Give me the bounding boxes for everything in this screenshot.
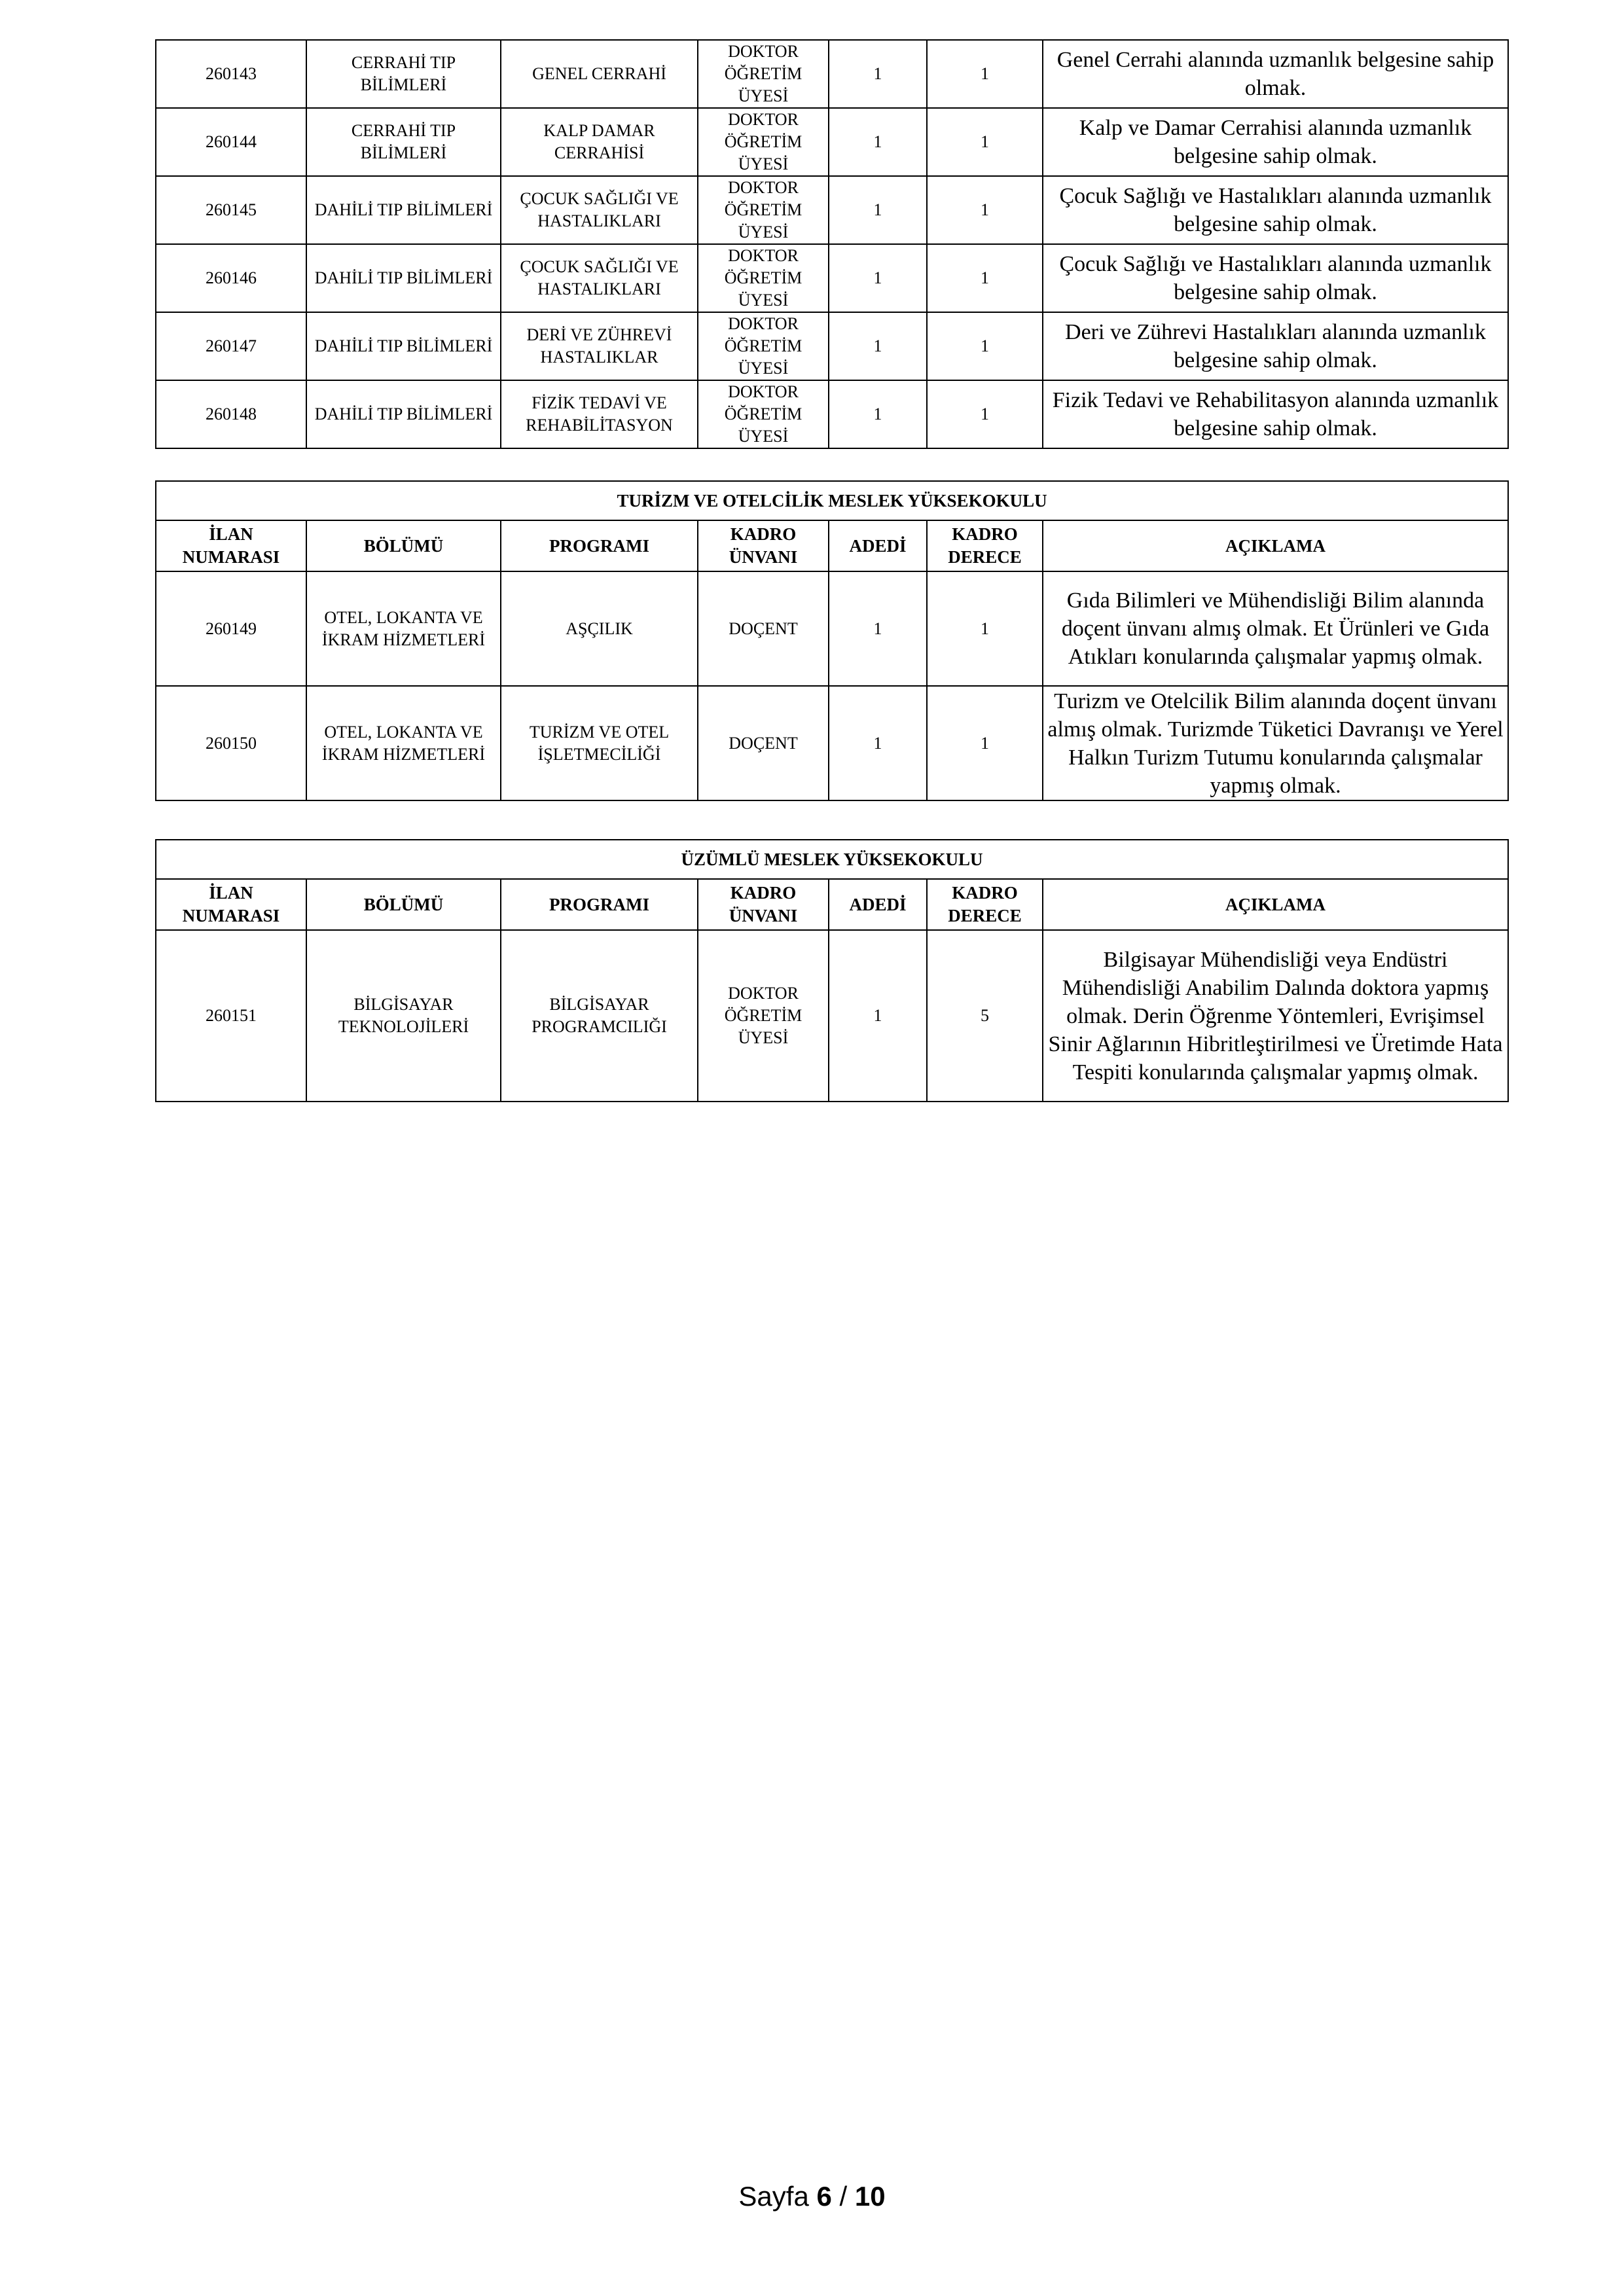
title-cell: DOKTOR ÖĞRETİM ÜYESİ [698,244,829,312]
header-adet: ADEDİ [829,879,927,930]
description-cell: Kalp ve Damar Cerrahisi alanında uzmanlık belgesine sahip olmak. [1043,108,1508,176]
section-title-row [156,840,1508,879]
page-separator: / [839,2181,848,2212]
department-cell: CERRAHİ TIP BİLİMLERİ [306,108,501,176]
table-row [156,176,1508,244]
announcements-table-uzumlu [155,839,1509,1102]
program-cell: GENEL CERRAHİ [501,40,698,108]
header-kadro-unvan: KADRO ÜNVANI [698,520,829,571]
header-ilan: İLAN NUMARASI [156,879,306,930]
degree-cell: 1 [927,176,1043,244]
description-cell: Turizm ve Otelcilik Bilim alanında doçent ünvanı almış olmak. Turizmde Tüketici Davranışı ve Yerel Halkın Turizm Tutumu konularında çalışmalar yapmış olmak. [1043,686,1508,800]
table-row [156,930,1508,1102]
program-cell: TURİZM VE OTEL İŞLETMECİLİĞİ [501,686,698,800]
ilan-number-cell: 260150 [156,686,306,800]
table-row [156,40,1508,108]
ilan-number-cell: 260148 [156,380,306,448]
header-bolum: BÖLÜMÜ [306,879,501,930]
title-cell: DOÇENT [698,686,829,800]
department-cell: OTEL, LOKANTA VE İKRAM HİZMETLERİ [306,686,501,800]
department-cell: DAHİLİ TIP BİLİMLERİ [306,312,501,380]
count-cell: 1 [829,312,927,380]
header-program: PROGRAMI [501,520,698,571]
title-cell: DOKTOR ÖĞRETİM ÜYESİ [698,108,829,176]
header-bolum: BÖLÜMÜ [306,520,501,571]
count-cell: 1 [829,176,927,244]
title-cell: DOKTOR ÖĞRETİM ÜYESİ [698,930,829,1102]
ilan-number-cell: 260151 [156,930,306,1102]
section-title: ÜZÜMLÜ MESLEK YÜKSEKOKULU [156,840,1508,879]
page-label: Sayfa [738,2181,809,2212]
title-cell: DOÇENT [698,571,829,686]
header-derece: KADRO DERECE [927,879,1043,930]
department-cell: DAHİLİ TIP BİLİMLERİ [306,244,501,312]
current-page: 6 [816,2181,832,2212]
department-cell: DAHİLİ TIP BİLİMLERİ [306,380,501,448]
description-cell: Deri ve Zührevi Hastalıkları alanında uzmanlık belgesine sahip olmak. [1043,312,1508,380]
title-cell: DOKTOR ÖĞRETİM ÜYESİ [698,312,829,380]
count-cell: 1 [829,244,927,312]
ilan-number-cell: 260146 [156,244,306,312]
title-cell: DOKTOR ÖĞRETİM ÜYESİ [698,380,829,448]
table-row [156,380,1508,448]
program-cell: KALP DAMAR CERRAHİSİ [501,108,698,176]
degree-cell: 1 [927,686,1043,800]
header-ilan: İLAN NUMARASI [156,520,306,571]
announcements-table-turizm [155,480,1509,801]
header-row [156,879,1508,930]
degree-cell: 1 [927,380,1043,448]
ilan-number-cell: 260145 [156,176,306,244]
header-aciklama: AÇIKLAMA [1043,879,1508,930]
header-derece: KADRO DERECE [927,520,1043,571]
description-cell: Fizik Tedavi ve Rehabilitasyon alanında uzmanlık belgesine sahip olmak. [1043,380,1508,448]
header-program: PROGRAMI [501,879,698,930]
department-cell: BİLGİSAYAR TEKNOLOJİLERİ [306,930,501,1102]
degree-cell: 5 [927,930,1043,1102]
table-row [156,108,1508,176]
count-cell: 1 [829,380,927,448]
degree-cell: 1 [927,571,1043,686]
page-footer [0,2181,1624,2212]
count-cell: 1 [829,40,927,108]
program-cell: DERİ VE ZÜHREVİ HASTALIKLAR [501,312,698,380]
count-cell: 1 [829,108,927,176]
description-cell: Gıda Bilimleri ve Mühendisliği Bilim alanında doçent ünvanı almış olmak. Et Ürünleri ve Gıda Atıkları konularında çalışmalar yapmış olmak. [1043,571,1508,686]
program-cell: FİZİK TEDAVİ VE REHABİLİTASYON [501,380,698,448]
program-cell: ÇOCUK SAĞLIĞI VE HASTALIKLARI [501,176,698,244]
table-row [156,571,1508,686]
header-row [156,520,1508,571]
header-aciklama: AÇIKLAMA [1043,520,1508,571]
title-cell: DOKTOR ÖĞRETİM ÜYESİ [698,40,829,108]
announcements-table-tip-fakultesi [155,39,1509,449]
ilan-number-cell: 260143 [156,40,306,108]
description-cell: Genel Cerrahi alanında uzmanlık belgesine sahip olmak. [1043,40,1508,108]
department-cell: OTEL, LOKANTA VE İKRAM HİZMETLERİ [306,571,501,686]
description-cell: Çocuk Sağlığı ve Hastalıkları alanında uzmanlık belgesine sahip olmak. [1043,244,1508,312]
count-cell: 1 [829,686,927,800]
program-cell: AŞÇILIK [501,571,698,686]
degree-cell: 1 [927,40,1043,108]
degree-cell: 1 [927,108,1043,176]
program-cell: BİLGİSAYAR PROGRAMCILIĞI [501,930,698,1102]
ilan-number-cell: 260147 [156,312,306,380]
ilan-number-cell: 260149 [156,571,306,686]
section-title: TURİZM VE OTELCİLİK MESLEK YÜKSEKOKULU [156,481,1508,520]
ilan-number-cell: 260144 [156,108,306,176]
header-kadro-unvan: KADRO ÜNVANI [698,879,829,930]
header-adet: ADEDİ [829,520,927,571]
description-cell: Çocuk Sağlığı ve Hastalıkları alanında uzmanlık belgesine sahip olmak. [1043,176,1508,244]
title-cell: DOKTOR ÖĞRETİM ÜYESİ [698,176,829,244]
program-cell: ÇOCUK SAĞLIĞI VE HASTALIKLARI [501,244,698,312]
count-cell: 1 [829,930,927,1102]
degree-cell: 1 [927,312,1043,380]
degree-cell: 1 [927,244,1043,312]
total-pages: 10 [854,2181,886,2212]
table-row [156,312,1508,380]
description-cell: Bilgisayar Mühendisliği veya Endüstri Mühendisliği Anabilim Dalında doktora yapmış olmak. Derin Öğrenme Yöntemleri, Evrişimsel Sinir Ağlarının Hibritleştirilmesi ve Üretimde Hata Tespiti konularında çalışmalar yapmış olmak. [1043,930,1508,1102]
count-cell: 1 [829,571,927,686]
table-row [156,244,1508,312]
department-cell: DAHİLİ TIP BİLİMLERİ [306,176,501,244]
section-title-row [156,481,1508,520]
department-cell: CERRAHİ TIP BİLİMLERİ [306,40,501,108]
table-row [156,686,1508,800]
